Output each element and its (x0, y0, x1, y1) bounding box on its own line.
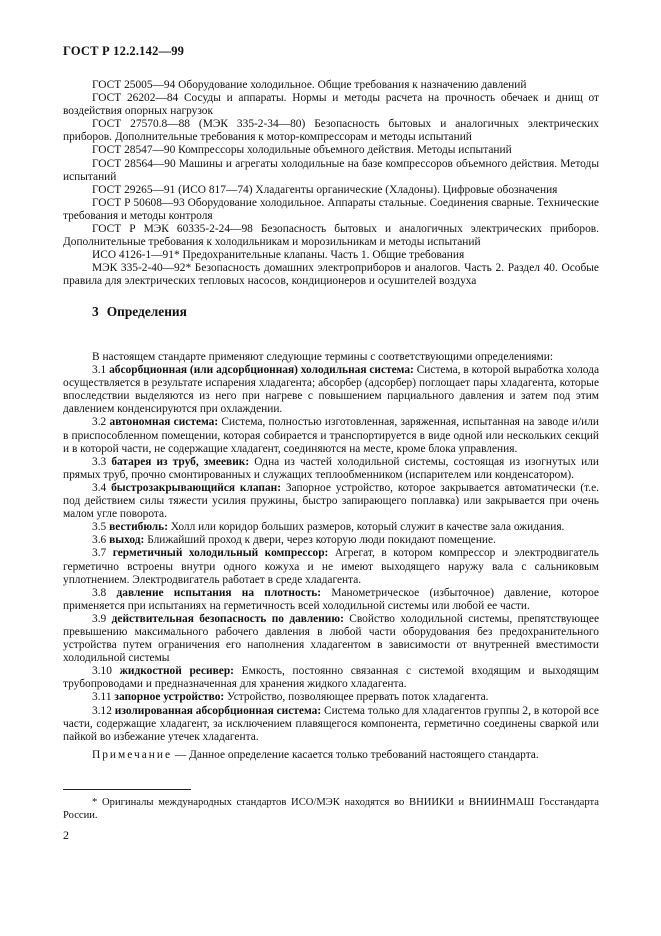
definition-text: Система, полностью изготовленная, заряженная, испытанная на заводе и/или в приспособленном помещении, которая собирается и транспортируется в виде одной или нескольких секций и в которой части, не содержащие хладагент, соединяются на месте, кроме блока управления. (63, 416, 599, 455)
definition-text: Одна из частей холодильной системы, состоящая из изогнутых или прямых труб, прочно смонтированных и служащих теплообменником (испарителем или конденсатором). (63, 455, 599, 481)
definition-number: 3.11 (92, 691, 112, 704)
definition-item (63, 534, 599, 547)
page-header: ГОСТ Р 12.2.142—99 (63, 44, 185, 58)
definition-text: Устройство, позволяющее прервать поток хладагента. (224, 691, 489, 704)
definitions-list (63, 351, 599, 762)
definition-item (63, 705, 599, 744)
definition-text: Система, в которой выработка холода осуществляется в результате испарения хладагента; абсорбер (адсорбер) поглощает пары хладагента, которые впоследствии выделяются из него при нагреве с повышением парциального давления и затем под этим давлением конденсируются при охлаждении. (63, 364, 600, 416)
definition-number: 3.8 (92, 586, 107, 599)
reference-item: ГОСТ 27570.8—88 (МЭК 335-2-34—80) Безопасность бытовых и аналогичных электрических приборов. Дополнительные требования к мотор-компрессорам и методы испытаний (63, 118, 599, 144)
definition-text: Емкость, постоянно связанная с системой входящим и выходящим трубопроводами и предназначенная для хранения жидкого хладагента. (63, 665, 599, 691)
definition-number: 3.1 (92, 364, 107, 377)
definition-item (63, 364, 599, 416)
section-title: Определения (106, 304, 187, 319)
definition-term: батарея из труб, змеевик: (111, 455, 250, 468)
definition-term: быстрозакрывающийся клапан: (111, 481, 282, 494)
definition-term: запорное устройство: (114, 691, 225, 704)
definition-text: Запорное устройство, которое закрывается автоматически (т.е. под действием силы тяжести усилия пружины, быстро запирающего поплавка) или закрывается при очень малом угле поворота. (63, 481, 599, 521)
definition-term: выход: (109, 534, 145, 547)
section-heading (92, 304, 195, 320)
reference-item: ГОСТ 29265—91 (ИСО 817—74) Хладагенты органические (Хладоны). Цифровые обозначения (92, 183, 558, 196)
definition-item (63, 416, 599, 455)
reference-item: ГОСТ 25005—94 Оборудование холодильное. Общие требования к назначению давлений (92, 79, 527, 91)
reference-item: ГОСТ Р МЭК 60335-2-24—98 Безопасность бытовых и аналогичных электрических приборов. Дополнительные требования к холодильникам и морозильникам и методы испытаний (63, 223, 599, 249)
definition-text: Ближайший проход к двери, через которую люди покидают помещение. (144, 534, 496, 547)
definition-number: 3.7 (92, 547, 107, 560)
footnote-divider (63, 789, 191, 790)
definition-item (63, 587, 599, 613)
definition-number: 3.3 (92, 455, 107, 468)
definition-item (63, 456, 599, 482)
definition-term: вестибюль: (109, 521, 168, 534)
section-intro: В настоящем стандарте применяют следующие термины с соответствующими определениями: (92, 351, 554, 363)
note-label: Примечание (92, 748, 173, 761)
reference-item: ГОСТ Р 50608—93 Оборудование холодильное. Аппараты стальные. Соединения сварные. Технические требования и методы контроля (63, 196, 599, 222)
definition-term: изолированная абсорбционная система: (114, 704, 322, 717)
reference-item: МЭК 335-2-40—92* Безопасность домашних электроприборов и аналогов. Часть 2. Раздел 40. Особые правила для электрических тепловых насосов, кондиционеров и осушителей воздуха (63, 262, 599, 288)
note (63, 749, 599, 762)
definition-text: Холл или коридор больших размеров, который служит в качестве зала ожидания. (168, 521, 565, 534)
normative-references (63, 79, 599, 289)
definition-text: Система только для хладагентов группы 2, в которой все части, содержащие хладагент, за исключением плавящегося компонента, герметично соединены сваркой или пайкой во избежание утечек хладагента. (63, 704, 599, 743)
definition-text: Агрегат, в котором компрессор и электродвигатель герметично встроены внутри одного кожуха и не имеют выходящего наружу вала с сальниковым уплотнением. Электродвигатель работает в среде хладагента. (63, 547, 599, 586)
definition-item (63, 691, 599, 704)
section-number: 3 (92, 304, 99, 319)
definition-text: Манометрическое (избыточное) давление, которое применяется при испытаниях на герметичность всей холодильной системы или любой ее части. (63, 586, 599, 612)
definition-term: герметичный холодильный компрессор: (112, 547, 329, 560)
definition-term: автономная система: (109, 416, 219, 429)
definition-item (63, 665, 599, 691)
definition-number: 3.4 (92, 481, 107, 494)
definition-term: абсорбционная (или адсорбционная) холодильная система: (109, 364, 414, 377)
definition-number: 3.10 (92, 665, 112, 678)
definition-term: действительная безопасность по давлению: (111, 612, 344, 625)
footnote: * Оригиналы международных стандартов ИСО/МЭК находятся во ВНИИКИ и ВНИИНМАШ Госстандарта России. (63, 797, 599, 821)
definition-number: 3.2 (92, 416, 107, 429)
reference-item: ГОСТ 28564—90 Машины и агрегаты холодильные на базе компрессоров объемного действия. Методы испытаний (63, 157, 599, 183)
reference-item: ГОСТ 28547—90 Компрессоры холодильные объемного действия. Методы испытаний (92, 144, 512, 157)
definition-item (63, 521, 599, 534)
definition-number: 3.5 (92, 521, 107, 534)
definition-item (63, 482, 599, 521)
note-text: — Данное определение касается только требований настоящего стандарта. (172, 748, 539, 761)
reference-item: ИСО 4126-1—91* Предохранительные клапаны. Часть 1. Общие требования (92, 249, 465, 262)
definition-item (63, 613, 599, 665)
page-number: 2 (63, 828, 69, 842)
definition-number: 3.9 (92, 612, 107, 625)
definition-number: 3.6 (92, 534, 107, 547)
reference-item: ГОСТ 26202—84 Сосуды и аппараты. Нормы и методы расчета на прочность обечаек и днищ от воздействия опорных нагрузок (63, 92, 599, 118)
definition-number: 3.12 (92, 704, 112, 717)
definition-term: жидкостной ресивер: (119, 665, 234, 678)
definition-term: давление испытания на плотность: (116, 586, 322, 599)
definition-text: Свойство холодильной системы, препятствующее превышению максимального рабочего давления в любой части оборудования без предохранительного устройства путем ограничения его наполнения хладагентом в зависимости от внутренней вместимости холодильной системы (63, 612, 599, 665)
definition-item (63, 547, 599, 586)
